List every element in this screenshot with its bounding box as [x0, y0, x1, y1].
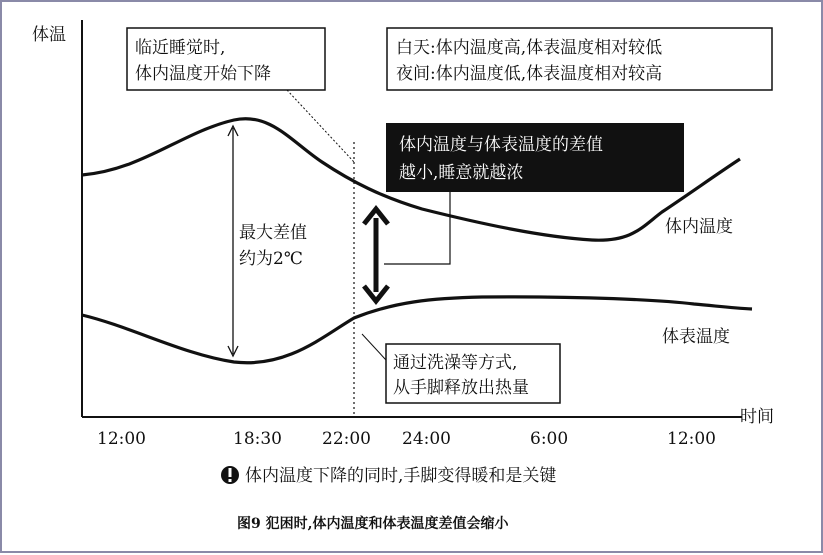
heat-release-pointer — [362, 334, 386, 360]
gap-note-text: 体内温度与体表温度的差值 — [399, 135, 603, 155]
surface-series-label: 体表温度 — [662, 327, 730, 347]
max-difference-arrow — [228, 126, 238, 356]
heat-release-note: 通过洗澡等方式, — [393, 353, 518, 373]
gap-note-connector — [384, 192, 450, 264]
temperature-diagram — [2, 2, 821, 551]
x-tick-label: 12:00 — [667, 429, 716, 449]
sleep-onset-pointer — [287, 90, 354, 162]
x-tick-label: 22:00 — [322, 429, 371, 449]
y-axis-label: 体温 — [32, 25, 66, 45]
day-night-note: 夜间:体内温度低,体表温度相对较高 — [396, 64, 663, 84]
tip-text: 体内温度下降的同时,手脚变得暖和是关键 — [245, 466, 557, 486]
heat-release-note: 从手脚释放出热量 — [393, 378, 529, 398]
day-night-note: 白天:体内温度高,体表温度相对较低 — [396, 38, 663, 58]
x-tick-label: 24:00 — [402, 429, 451, 449]
figure-caption: 图9 犯困时,体内温度和体表温度差值会缩小 — [237, 516, 509, 532]
narrowing-gap-arrow — [364, 209, 388, 301]
gap-note-text: 越小,睡意就越浓 — [399, 163, 524, 183]
max-difference-label: 最大差值 — [239, 223, 307, 243]
core-series-label: 体内温度 — [665, 217, 733, 237]
exclamation-icon — [221, 466, 239, 484]
x-tick-label: 18:30 — [233, 429, 282, 449]
sleep-onset-note: 体内温度开始下降 — [135, 64, 271, 84]
x-tick-label: 6:00 — [530, 429, 569, 449]
sleep-onset-note: 临近睡觉时, — [135, 38, 226, 58]
x-tick-label: 12:00 — [97, 429, 146, 449]
max-difference-label: 约为2℃ — [239, 249, 303, 269]
x-axis-label: 时间 — [740, 407, 774, 427]
